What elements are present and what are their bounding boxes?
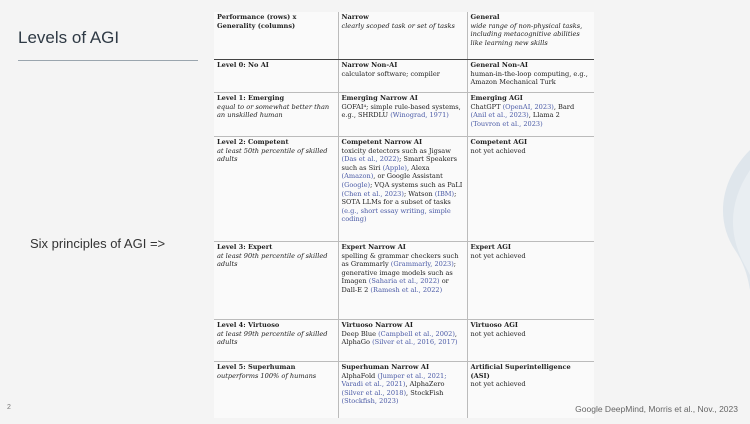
citation: (Das et al., 2022) — [341, 155, 400, 164]
level-title: Level 5: Superhuman — [217, 363, 296, 371]
citation: (Silver et al., 2018) — [341, 388, 407, 397]
citation: (Campbell et al., 2002) — [378, 329, 455, 338]
level-cell — [214, 60, 338, 93]
cell-text-segment: toxicity detectors such as Jigsaw — [341, 146, 451, 155]
narrow-text — [342, 147, 464, 224]
general-text: not yet achieved — [470, 251, 526, 260]
agi-levels-table — [214, 12, 594, 418]
general-title: Competent AGI — [470, 138, 528, 146]
cell-text-segment: spelling & grammar checkers such as Grammarly — [341, 251, 459, 269]
general-title: Emerging AGI — [470, 94, 523, 102]
cell-text-segment: , AlphaGo — [341, 329, 458, 347]
general-text: not yet achieved — [470, 146, 526, 155]
level-title: Level 4: Virtuoso — [217, 321, 280, 329]
narrow-title: Narrow Non-AI — [341, 61, 398, 69]
citation: (IBM) — [434, 189, 455, 198]
cell-text-segment: ; VQA systems such as PaLI — [370, 180, 463, 189]
cell-text-segment: , StockFish — [406, 388, 444, 397]
citation: (Saharia et al., 2022) — [368, 277, 440, 286]
citation: (Silver et al., 2016, 2017) — [372, 338, 458, 347]
table-row — [214, 93, 594, 137]
cell-text-segment: , Alexa — [406, 163, 430, 172]
header-col1-subtitle: Generality (columns) — [217, 21, 296, 30]
general-cell — [467, 93, 594, 137]
cell-text-segment: , or Google Assistant — [373, 172, 443, 181]
citation: (Apple) — [382, 163, 407, 172]
header-general — [467, 12, 594, 60]
table-row — [214, 362, 594, 418]
table-header-row — [214, 12, 594, 60]
general-cell — [467, 60, 594, 93]
cell-text-segment: ; Watson — [403, 189, 435, 198]
narrow-text — [342, 372, 464, 406]
table-row — [214, 242, 594, 320]
level-cell — [214, 137, 338, 242]
narrow-title: Virtuoso Narrow AI — [341, 321, 413, 329]
general-text: not yet achieved — [470, 380, 526, 389]
general-cell — [467, 242, 594, 320]
level-desc: at least 50th percentile of skilled adults — [217, 146, 328, 164]
narrow-title: Expert Narrow AI — [341, 243, 406, 251]
narrow-cell — [338, 93, 467, 137]
cell-text-segment: , Bard — [553, 102, 575, 111]
citation: (e.g., short essay writing, simple coding) — [341, 206, 451, 224]
narrow-cell — [338, 242, 467, 320]
header-narrow-title: Narrow — [341, 13, 369, 21]
level-desc: equal to or somewhat better than an unskilled human — [217, 102, 330, 120]
cell-text-segment: AlphaFold — [341, 371, 378, 380]
citation: (OpenAI, 2023) — [502, 102, 554, 111]
level-title: Level 1: Emerging — [217, 94, 285, 102]
general-cell — [467, 137, 594, 242]
general-title: Virtuoso AGI — [470, 321, 518, 329]
level-cell — [214, 320, 338, 362]
header-narrow — [338, 12, 467, 60]
narrow-text — [342, 103, 464, 120]
narrow-title: Competent Narrow AI — [341, 138, 423, 146]
cell-text-segment: ChatGPT — [470, 102, 503, 111]
cell-text-segment: or Dall-E 2 — [341, 277, 449, 294]
cell-text-segment: , AlphaZero — [405, 380, 445, 389]
general-text: human-in-the-loop computing, e.g., Amazon Mechanical Turk — [470, 69, 588, 87]
level-title: Level 0: No AI — [217, 61, 269, 69]
level-cell — [214, 242, 338, 320]
level-desc: outperforms 100% of humans — [217, 371, 317, 380]
citation: (Amazon) — [341, 172, 374, 181]
cell-text-segment: Deep Blue — [341, 329, 379, 338]
table-row — [214, 320, 594, 362]
general-title: Artificial Superintelligence (ASI) — [470, 363, 571, 380]
level-desc: at least 90th percentile of skilled adults — [217, 251, 328, 269]
narrow-cell — [338, 60, 467, 93]
table-row — [214, 137, 594, 242]
header-narrow-desc: clearly scoped task or set of tasks — [341, 21, 455, 30]
header-col1-title: Performance (rows) x — [217, 13, 297, 21]
narrow-title: Emerging Narrow AI — [341, 94, 418, 102]
cell-text-segment: ; Smart Speakers such as Siri — [341, 155, 458, 172]
cell-text-segment: GOFAI⁴; simple rule-based systems, e.g., SHRDLU — [341, 102, 461, 120]
table-row — [214, 60, 594, 93]
citation: (Jumper et al., 2021; Varadi et al., 2021) — [341, 371, 447, 389]
page-number: 2 — [7, 404, 11, 411]
general-text — [471, 103, 592, 129]
header-performance-generality — [214, 12, 338, 60]
source-credit: Google DeepMind, Morris et al., Nov., 2023 — [575, 404, 738, 414]
citation: (Grammarly, 2023) — [390, 260, 454, 269]
level-title: Level 2: Competent — [217, 138, 289, 146]
cell-text-segment: ; generative image models such as Imagen — [341, 260, 457, 286]
citation: (Google) — [341, 180, 371, 189]
narrow-text — [342, 330, 464, 347]
principles-caption: Six principles of AGI => — [30, 236, 166, 251]
title-underline — [18, 60, 198, 61]
cell-text-segment: ; SOTA LLMs for a subset of tasks — [341, 189, 457, 207]
narrow-cell — [338, 362, 467, 418]
narrow-cell — [338, 137, 467, 242]
citation: (Winograd, 1971) — [390, 111, 449, 120]
general-title: General Non-AI — [470, 61, 529, 69]
citation: (Anil et al., 2023) — [470, 111, 529, 120]
general-text: not yet achieved — [470, 329, 526, 338]
citation: (Touvron et al., 2023) — [470, 119, 543, 128]
level-desc: at least 99th percentile of skilled adults — [217, 329, 328, 347]
level-cell — [214, 362, 338, 418]
decorative-wave — [690, 150, 750, 290]
header-general-title: General — [470, 13, 500, 21]
citation: (Chen et al., 2023) — [341, 189, 404, 198]
narrow-text: calculator software; compiler — [341, 69, 440, 78]
narrow-cell — [338, 320, 467, 362]
slide-title: Levels of AGI — [18, 28, 120, 47]
narrow-text — [342, 252, 464, 295]
general-title: Expert AGI — [470, 243, 511, 251]
level-title: Level 3: Expert — [217, 243, 273, 251]
citation: (Ramesh et al., 2022) — [370, 285, 443, 294]
citation: (Stockfish, 2023) — [341, 397, 399, 406]
cell-text-segment: , Llama 2 — [528, 111, 560, 120]
narrow-title: Superhuman Narrow AI — [341, 363, 430, 371]
general-cell — [467, 320, 594, 362]
level-cell — [214, 93, 338, 137]
header-general-desc: wide range of non-physical tasks, including metacognitive abilities like learning new skills — [470, 21, 583, 47]
